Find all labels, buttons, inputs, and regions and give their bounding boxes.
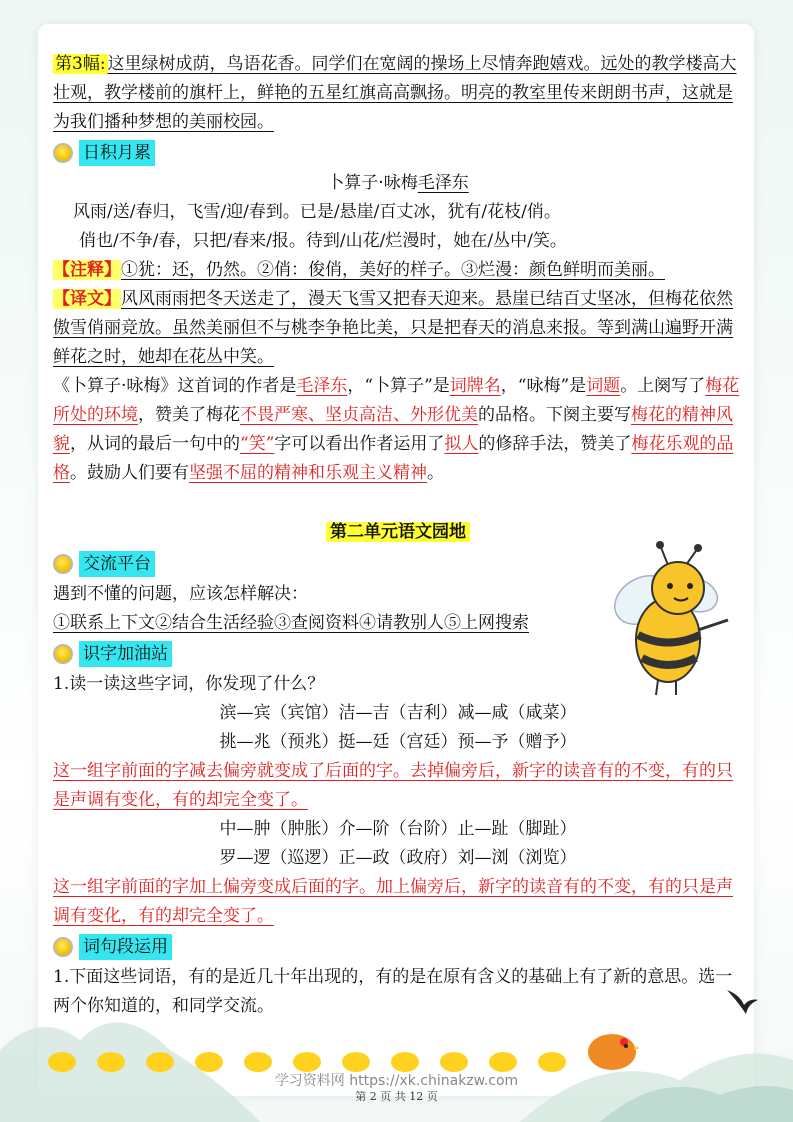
circle-bullet-icon: [53, 937, 73, 957]
char-row-3: 中—肿（肿胀）介—阶（台阶）止—趾（脚趾）: [219, 819, 577, 839]
analysis-text: ，从词的最后一句中的: [70, 434, 240, 454]
analysis-answer: 词题: [586, 376, 621, 396]
literacy-answer-2: [53, 873, 743, 931]
section-daily-heading: [53, 138, 743, 168]
section-title: 日积月累: [79, 140, 155, 166]
circle-bullet-icon: [53, 554, 73, 574]
page-number: 第 2 页 共 12 页: [355, 1090, 438, 1103]
char-row-4: 罗—逻（巡逻）正—政（政府）刘—浏（浏览）: [219, 848, 577, 868]
char-row-2: 挑—兆（预兆）挺—廷（宫廷）预—予（赠予）: [219, 732, 577, 752]
poem-title: [53, 169, 743, 198]
analysis-answer: 毛泽东: [296, 376, 348, 396]
notes-tag: 【注释】: [53, 260, 121, 280]
poem-author: 毛泽东: [417, 173, 469, 193]
analysis-text: 《卜算子·咏梅》这首词的作者是: [53, 376, 297, 396]
hen-icon: [582, 1024, 642, 1074]
analysis-answer: 不畏严寒、坚贞高洁、外形优美: [240, 405, 478, 425]
analysis-text: 的修辞手法，赞美了: [478, 434, 632, 454]
analysis-answer: 梅花的精神风貌: [53, 405, 733, 454]
analysis-text: ，“卜算子”是: [347, 376, 450, 396]
poem-line-1: 风雨/送/春归，飞雪/迎/春到。已是/悬崖/百丈冰，犹有/花枝/俏。: [73, 202, 561, 222]
analysis-text: 。上阕写了: [620, 376, 706, 396]
literacy-question: 1.读一读这些字词，你发现了什么？: [53, 674, 325, 694]
translation-text: 风风雨雨把冬天送走了，漫天飞雪又把春天迎来。悬崖已结百丈坚冰，但梅花依然傲雪俏丽竞放。虽然美丽但不与桃李争艳比美，只是把春天的消息来报。等到满山遍野开满鲜花之时，她却在花丛中笑。: [53, 289, 733, 367]
analysis-answer: 梅花所处的环境: [53, 376, 740, 425]
swallow-bird-icon: [722, 980, 762, 1020]
circle-bullet-icon: [53, 644, 73, 664]
scene3-label: 第3幅:: [55, 54, 106, 74]
analysis-text: 的品格。下阕主要写: [478, 405, 631, 425]
literacy-answer-1: [53, 757, 743, 815]
phrases-question: 1.下面这些词语，有的是近几十年出现的，有的是在原有含义的基础上有了新的意思。选一两个你知道的，和同学交流。: [53, 967, 733, 1016]
literacy-answer-text: 这一组字前面的字减去偏旁就变成了后面的字。去掉偏旁后，新字的读音有的不变，有的只是声调有变化，有的却完全变了。: [53, 761, 733, 810]
analysis-answer: 拟人: [444, 434, 479, 454]
analysis-answer: “笑”: [240, 434, 275, 454]
document-body: [53, 50, 743, 1021]
section-title: 词句段运用: [79, 934, 172, 960]
analysis-paragraph: [53, 372, 743, 488]
poem-line-2: 俏也/不争/春，只把/春来/报。待到/山花/烂漫时，她在/丛中/笑。: [79, 231, 567, 251]
analysis-answer: 坚强不屈的精神和乐观主义精神: [189, 463, 427, 483]
analysis-text: 。鼓励人们要有: [70, 463, 189, 483]
bee-illustration: [598, 540, 748, 700]
unit-title-text: 第二单元语文园地: [326, 522, 470, 542]
exchange-answer-text: ①联系上下文②结合生活经验③查阅资料④请教别人⑤上网搜索: [53, 613, 529, 633]
section-phrases-heading: [53, 932, 743, 962]
scene3-text: 这里绿树成荫，鸟语花香。同学们在宽阔的操场上尽情奔跑嬉戏。远处的教学楼高大壮观，教学楼前的旗杆上，鲜艳的五星红旗高高飘扬。明亮的教室里传来朗朗书声，这就是为我们播种梦想的美丽校园。: [53, 54, 737, 132]
exchange-question: 遇到不懂的问题，应该怎样解决：: [53, 584, 308, 604]
analysis-text: ，“咏梅”是: [500, 376, 587, 396]
analysis-text: 字可以看出作者运用了: [274, 434, 445, 454]
section-title: 交流平台: [79, 551, 155, 577]
poem-name: 卜算子·咏梅: [327, 173, 418, 193]
analysis-text: 。: [427, 463, 444, 483]
literacy-answer-text: 这一组字前面的字加上偏旁变成后面的字。加上偏旁后，新字的读音有的不变，有的只是声调有变化，有的却完全变了。: [53, 877, 733, 926]
notes-text: ①犹：还，仍然。②俏：俊俏，美好的样子。③烂漫：颜色鲜明而美丽。: [121, 260, 665, 280]
translation-paragraph: [53, 285, 743, 372]
scene3-paragraph: [53, 50, 743, 137]
circle-bullet-icon: [53, 143, 73, 163]
analysis-answer: 词牌名: [449, 376, 501, 396]
char-row-1: 滨—宾（宾馆）洁—吉（吉利）减—咸（咸菜）: [219, 703, 577, 723]
footer-url: 学习资料网 https://xk.chinakzw.com: [274, 1073, 519, 1089]
analysis-answer: 梅花乐观的品格: [53, 434, 734, 483]
translation-tag: 【译文】: [53, 289, 121, 309]
section-title: 识字加油站: [79, 641, 172, 667]
notes-paragraph: [53, 256, 743, 285]
analysis-text: ，赞美了梅花: [138, 405, 240, 425]
